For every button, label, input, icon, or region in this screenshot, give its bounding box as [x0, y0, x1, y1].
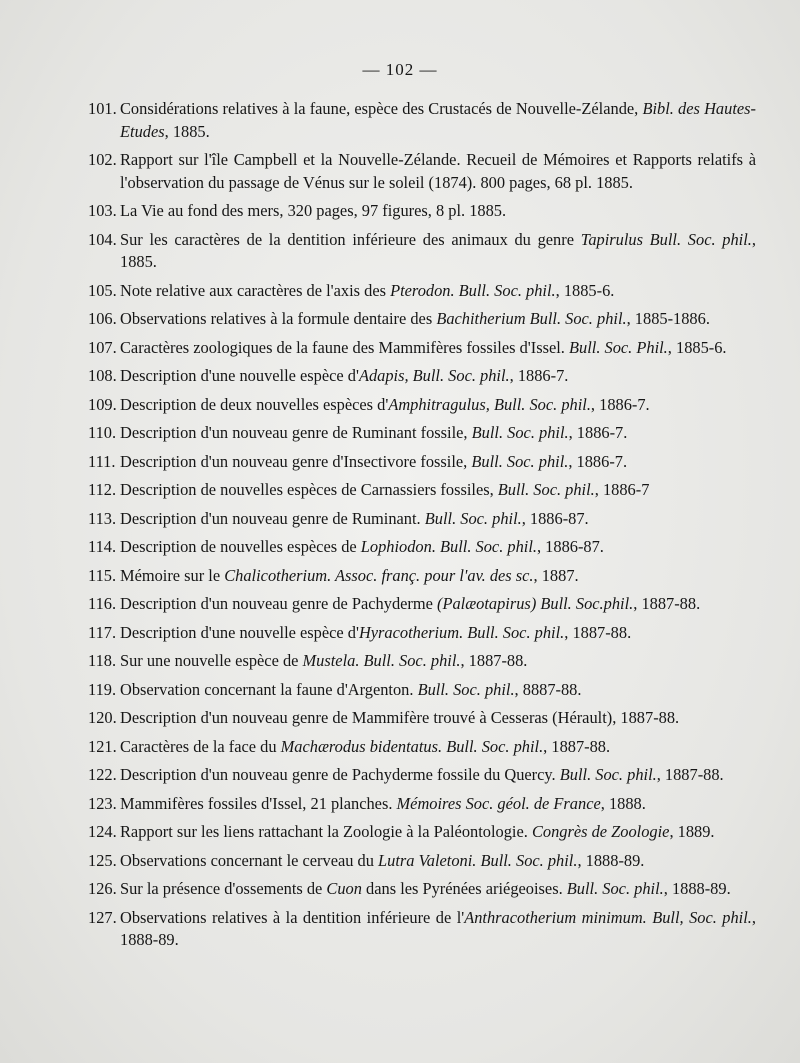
entry-text-segment: Observations concernant le cerveau du [120, 850, 379, 870]
entry-citation-italic: Bull. Soc. phil. [471, 451, 569, 471]
bibliography-entry [88, 200, 756, 223]
bibliography-entry [88, 878, 756, 901]
entry-text-segment: , 1885. [120, 229, 756, 271]
bibliography-entry [88, 365, 756, 388]
bibliography-entry [88, 622, 756, 645]
entry-number: 113. [88, 508, 117, 528]
entry-text [120, 878, 756, 901]
entry-text-segment: , 1887. [533, 565, 579, 585]
entry-text [120, 508, 756, 531]
entry-text-segment: , 1886-7. [568, 423, 628, 442]
entry-citation-italic: Bull. Soc. phil. [471, 423, 569, 442]
entry-text-segment: Rapport sur l'île Campbell et la Nouvelle-Zélande. Recueil de Mémoires et Rapports relatifs à l'observation du passage de Vénus sur le soleil (1874). 800 pages, 68 pl. 1885. [120, 150, 756, 192]
entry-number: 118. [88, 651, 117, 670]
entry-number: 114. [88, 537, 117, 556]
entry-citation-italic: Bull. Soc. phil. [424, 508, 522, 528]
entry-text-segment: Description de deux nouvelles espèces d' [120, 394, 389, 414]
entry-citation-italic: Bull. Soc. phil. [559, 765, 657, 784]
bibliography-entry [88, 821, 756, 844]
entry-text-segment: , 1887-88. [543, 736, 611, 756]
entry-text-segment: Sur les caractères de la dentition inférieure des animaux du genre [120, 229, 581, 249]
bibliography-entry [88, 98, 756, 143]
entry-citation-italic: Bachitherium Bull. Soc. phil. [436, 309, 627, 328]
entry-citation-italic: Lutra Valetoni. Bull. Soc. phil. [378, 850, 578, 870]
bibliography-entry [88, 850, 756, 873]
entry-text [120, 707, 756, 730]
entry-text [120, 98, 756, 143]
entry-text-segment: Caractères zoologiques de la faune des Mammifères fossiles d'Issel. [120, 337, 569, 357]
entry-text-segment: Description d'une nouvelle espèce d' [120, 622, 359, 642]
entry-text-segment: Mémoire sur le [120, 565, 225, 585]
entry-text [120, 200, 756, 223]
entry-citation-italic: Hyracotherium. Bull. Soc. phil. [358, 622, 565, 642]
entry-text-segment: , 1887-88. [656, 765, 724, 784]
entry-text-segment: Observations relatives à la dentition inférieure de l' [120, 907, 465, 927]
bibliography-entry [88, 536, 756, 559]
bibliography-entry [88, 679, 756, 702]
entry-text [120, 365, 756, 388]
entry-number: 121. [88, 736, 117, 756]
entry-text-segment: , 1885-1886. [626, 309, 710, 328]
entry-citation-italic: Adapis, Bull. Soc. phil. [358, 366, 510, 385]
entry-citation-italic: Lophiodon. Bull. Soc. phil. [360, 537, 537, 556]
bibliography-entry [88, 736, 756, 759]
entry-text-segment: , 1888-89. [120, 907, 756, 949]
entry-text-segment: Description d'une nouvelle espèce d' [120, 366, 359, 385]
entry-text-segment: La Vie au fond des mers, 320 pages, 97 figures, 8 pl. 1885. [120, 201, 507, 220]
entry-text [120, 565, 756, 588]
entry-citation-italic: Chalicotherium. Assoc. franç. pour l'av. des sc. [224, 565, 534, 585]
entry-text-segment: Sur la présence d'ossements de [120, 879, 327, 898]
entry-text [120, 308, 756, 331]
entry-text-segment: , 1886-7. [568, 451, 628, 471]
entry-text-segment: , 1885-6. [667, 337, 727, 357]
bibliography-entry [88, 764, 756, 787]
entry-text-segment: , 1886-87. [536, 537, 604, 556]
entry-text-segment: Caractères de la face du [120, 736, 281, 756]
entry-number: 112. [88, 480, 117, 499]
entry-text-segment: Considérations relatives à la faune, espèce des Crustacés de Nouvelle-Zélande, [120, 99, 643, 118]
entry-text-segment: Description de nouvelles espèces de Carnassiers fossiles, [120, 480, 498, 499]
entry-text-segment: dans les Pyrénées ariégeoises. [361, 879, 567, 898]
entry-text-segment: , 1889. [669, 822, 715, 841]
entry-text [120, 337, 756, 360]
entry-number: 123. [88, 793, 117, 813]
entry-citation-italic: (Palæotapirus) Bull. Soc.phil. [437, 594, 634, 613]
entry-text-segment: Description d'un nouveau genre d'Insectivore fossile, [120, 451, 472, 471]
entry-citation-italic: Machærodus bidentatus. Bull. Soc. phil. [280, 736, 544, 756]
entry-text [120, 850, 756, 873]
entry-number: 125. [88, 850, 117, 870]
entry-text-segment: Note relative aux caractères de l'axis des [120, 280, 391, 300]
entry-number: 103. [88, 201, 117, 220]
entry-citation-italic: Amphitragulus, Bull. Soc. phil. [388, 394, 591, 414]
entry-text-segment: Observation concernant la faune d'Argenton. [120, 679, 418, 699]
entry-citation-italic: Bull. Soc. phil. [497, 480, 595, 499]
entry-text [120, 764, 756, 787]
entry-text-segment: Rapport sur les liens rattachant la Zoologie à la Paléontologie. [120, 822, 532, 841]
entry-text [120, 593, 756, 616]
entry-text [120, 622, 756, 645]
entry-text [120, 821, 756, 844]
entry-citation-italic: Bibl. des Hautes-Etudes [120, 99, 756, 141]
entry-citation-italic: Congrès de Zoologie [531, 822, 670, 841]
bibliography-entry [88, 149, 756, 194]
entry-text [120, 679, 756, 702]
entry-text-segment: , 8887-88. [514, 679, 582, 699]
entry-number: 102. [88, 150, 117, 169]
entry-citation-italic: Pterodon. Bull. Soc. phil. [390, 280, 556, 300]
entry-text-segment: Description de nouvelles espèces de [120, 537, 361, 556]
entry-citation-italic: Mémoires Soc. géol. de France [396, 793, 601, 813]
bibliography-list [88, 98, 756, 958]
bibliography-entry [88, 593, 756, 616]
entry-number: 110. [88, 423, 117, 442]
entry-text-segment: Description d'un nouveau genre de Ruminant. [120, 508, 425, 528]
entry-text-segment: , 1885. [164, 121, 210, 141]
entry-text [120, 479, 756, 502]
entry-text [120, 536, 756, 559]
entry-text-segment: , 1887-88. [460, 651, 528, 670]
entry-text [120, 394, 756, 417]
bibliography-entry [88, 508, 756, 531]
entry-text [120, 422, 756, 445]
entry-number: 122. [88, 765, 117, 784]
entry-number: 124. [88, 822, 117, 841]
entry-number: 107. [88, 337, 117, 357]
bibliography-entry [88, 394, 756, 417]
entry-number: 119. [88, 679, 117, 699]
entry-number: 117. [88, 622, 117, 642]
bibliography-entry [88, 650, 756, 673]
entry-text-segment: , 1885-6. [555, 280, 615, 300]
entry-citation-italic: Cuon [326, 879, 362, 898]
bibliography-entry [88, 229, 756, 274]
entry-number: 104. [88, 229, 117, 249]
bibliography-entry [88, 422, 756, 445]
entry-text-segment: , 1886-7 [594, 480, 650, 499]
bibliography-entry [88, 337, 756, 360]
entry-text-segment: , 1887-88. [633, 594, 701, 613]
entry-number: 105. [88, 280, 117, 300]
entry-text-segment: , 1886-7. [509, 366, 569, 385]
entry-text-segment: Description d'un nouveau genre de Mammifère trouvé à Cesseras (Hérault), 1887-88. [120, 708, 680, 727]
entry-text-segment: , 1886-7. [590, 394, 650, 414]
entry-text-segment: Observations relatives à la formule dentaire des [120, 309, 437, 328]
entry-text-segment: Description d'un nouveau genre de Pachyderme [120, 594, 438, 613]
entry-citation-italic: Anthracotherium minimum. Bull, Soc. phil. [464, 907, 752, 927]
entry-text-segment: , 1888-89. [577, 850, 645, 870]
entry-text-segment: Mammifères fossiles d'Issel, 21 planches. [120, 793, 397, 813]
bibliography-entry [88, 565, 756, 588]
entry-text [120, 907, 756, 952]
entry-number: 127. [88, 907, 117, 927]
entry-number: 101. [88, 99, 117, 118]
entry-text-segment: , 1888-89. [663, 879, 731, 898]
entry-text-segment: , 1887-88. [564, 622, 632, 642]
bibliography-entry [88, 479, 756, 502]
entry-text [120, 149, 756, 194]
entry-number: 116. [88, 594, 117, 613]
entry-number: 126. [88, 879, 117, 898]
bibliography-entry [88, 308, 756, 331]
bibliography-entry [88, 280, 756, 303]
entry-text-segment: Sur une nouvelle espèce de [120, 651, 303, 670]
page-number: — 102 — [362, 60, 438, 79]
entry-citation-italic: Bull. Soc. phil. [417, 679, 515, 699]
entry-number: 109. [88, 394, 117, 414]
entry-text [120, 229, 756, 274]
entry-text-segment: Description d'un nouveau genre de Ruminant fossile, [120, 423, 472, 442]
entry-citation-italic: Tapirulus Bull. Soc. phil. [580, 229, 752, 249]
entry-citation-italic: Mustela. Bull. Soc. phil. [302, 651, 461, 670]
entry-number: 106. [88, 309, 117, 328]
entry-number: 120. [88, 708, 117, 727]
entry-number: 115. [88, 565, 117, 585]
entry-text [120, 280, 756, 303]
entry-number: 111. [88, 451, 116, 471]
bibliography-entry [88, 451, 756, 474]
bibliography-entry [88, 793, 756, 816]
entry-citation-italic: Bull. Soc. Phil. [569, 337, 668, 357]
bibliography-entry [88, 707, 756, 730]
entry-text-segment: , 1888. [600, 793, 646, 813]
bibliography-entry [88, 907, 756, 952]
entry-citation-italic: Bull. Soc. phil. [566, 879, 664, 898]
entry-text-segment: , 1886-87. [521, 508, 589, 528]
entry-text [120, 650, 756, 673]
entry-number: 108. [88, 366, 117, 385]
entry-text [120, 736, 756, 759]
entry-text [120, 793, 756, 816]
entry-text-segment: Description d'un nouveau genre de Pachyderme fossile du Quercy. [120, 765, 560, 784]
entry-text [120, 451, 756, 474]
